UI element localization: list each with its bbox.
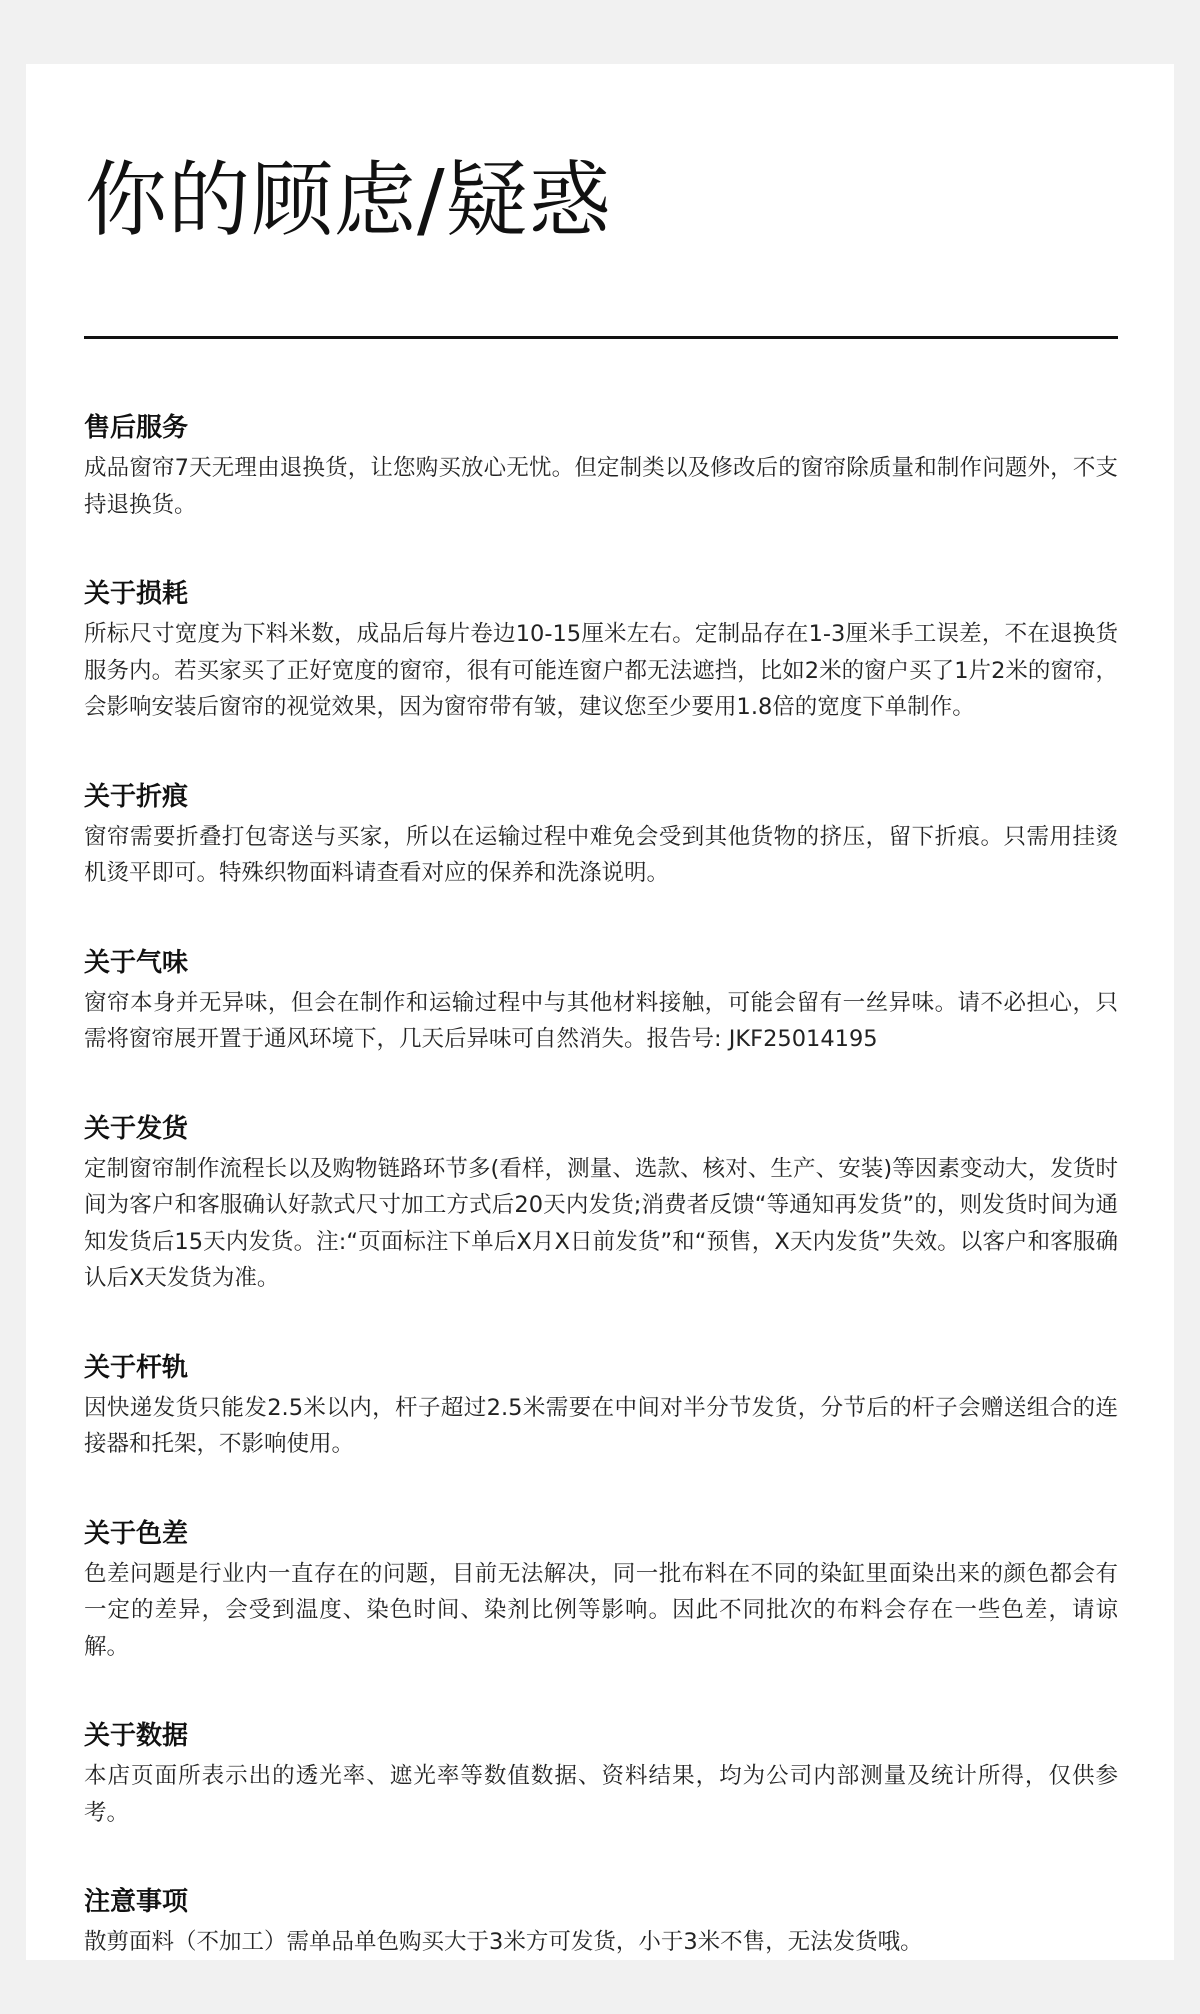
faq-list xyxy=(84,410,1118,2014)
faq-section-rods xyxy=(84,1350,1118,1463)
section-heading: 关于折痕 xyxy=(84,781,189,812)
section-heading: 关于数据 xyxy=(84,1721,189,1751)
section-heading: 关于发货 xyxy=(84,1113,189,1144)
section-heading: 注意事项 xyxy=(84,1887,189,1917)
section-heading: 关于色差 xyxy=(84,1518,189,1549)
section-body: 定制窗帘制作流程长以及购物链路环节多(看样，测量、选款、核对、生产、安装)等因素变动大，发货时间为客户和客服确认好款式尺寸加工方式后20天内发货;消费者反馈“等通知再发货”的，则发货时间为通知发货后15天内发货。注:“页面标注下单后X月X日前发货”和“预售，X天内发货”失效。以客户和客服确认后X天发货为准。 xyxy=(84,1155,1118,1291)
faq-section-creases xyxy=(84,779,1118,892)
faq-section-loss xyxy=(84,576,1118,726)
section-heading: 关于损耗 xyxy=(84,579,189,609)
section-heading: 关于杆轨 xyxy=(84,1352,189,1383)
faq-section-after-sales xyxy=(84,410,1118,523)
section-body: 成品窗帘7天无理由退换货，让您购买放心无忧。但定制类以及修改后的窗帘除质量和制作问题外，不支持退换货。 xyxy=(84,455,1118,518)
title-divider xyxy=(84,336,1118,339)
section-body: 色差问题是行业内一直存在的问题，目前无法解决，同一批布料在不同的染缸里面染出来的颜色都会有一定的差异，会受到温度、染色时间、染剂比例等影响。因此不同批次的布料会存在一些色差，请谅解。 xyxy=(84,1560,1118,1660)
content-card xyxy=(26,64,1174,1960)
faq-section-shipping xyxy=(84,1111,1118,1297)
faq-section-notes xyxy=(84,1884,1118,1961)
section-body: 窗帘本身并无异味，但会在制作和运输过程中与其他材料接触，可能会留有一丝异味。请不必担心，只需将窗帘展开置于通风环境下，几天后异味可自然消失。报告号: JKF25014195 xyxy=(84,989,1118,1052)
section-body: 散剪面料（不加工）需单品单色购买大于3米方可发货，小于3米不售，无法发货哦。 xyxy=(84,1929,923,1955)
section-body: 窗帘需要折叠打包寄送与买家，所以在运输过程中难免会受到其他货物的挤压，留下折痕。只需用挂烫机烫平即可。特殊织物面料请查看对应的保养和洗涤说明。 xyxy=(84,823,1118,886)
section-heading: 售后服务 xyxy=(84,413,189,443)
faq-section-color-difference xyxy=(84,1516,1118,1666)
section-body: 本店页面所表示出的透光率、遮光率等数值数据、资料结果，均为公司内部测量及统计所得，仅供参考。 xyxy=(84,1763,1118,1826)
faq-section-odor xyxy=(84,945,1118,1058)
section-body: 因快递发货只能发2.5米以内，杆子超过2.5米需要在中间对半分节发货，分节后的杆子会赠送组合的连接器和托架，不影响使用。 xyxy=(84,1394,1118,1457)
page-title: 你的顾虑/疑惑 xyxy=(85,153,612,248)
section-body: 所标尺寸宽度为下料米数，成品后每片卷边10-15厘米左右。定制品存在1-3厘米手工误差，不在退换货服务内。若买家买了正好宽度的窗帘，很有可能连窗户都无法遮挡，比如2米的窗户买了1片2米的窗帘，会影响安装后窗帘的视觉效果，因为窗帘带有皱，建议您至少要用1.8倍的宽度下单制作。 xyxy=(84,621,1118,720)
faq-section-data xyxy=(84,1718,1118,1831)
section-heading: 关于气味 xyxy=(84,947,189,978)
